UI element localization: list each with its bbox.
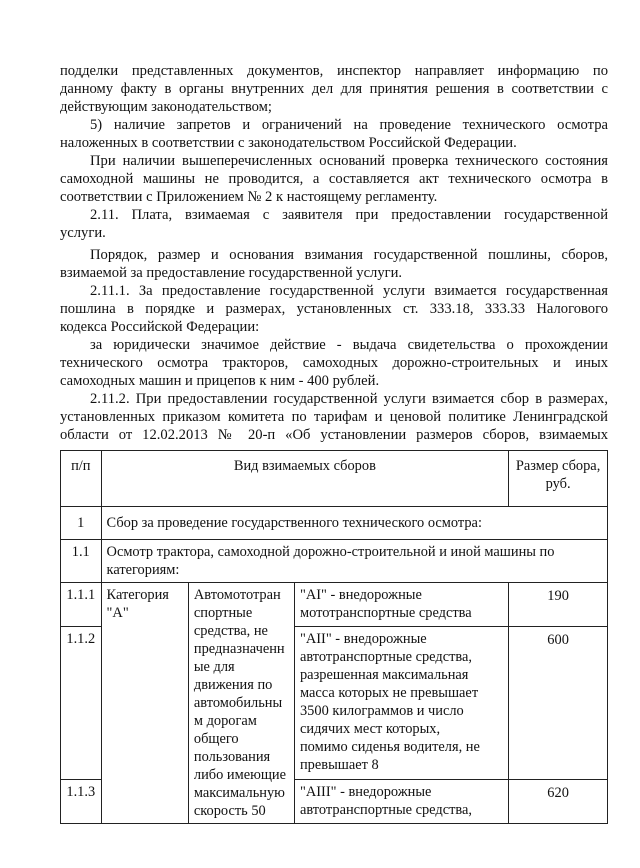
paragraph-line: технического осмотра тракторов, самоходных дорожно-строительных и иных [60, 355, 608, 371]
subcategory-cell [294, 780, 508, 824]
description-line: спортные [193, 605, 253, 621]
row-num: 1.1.3 [61, 780, 102, 824]
subcategory-line: разрешенная максимальная [299, 666, 469, 683]
category-cell [101, 583, 188, 824]
row-num: 1.1 [61, 540, 102, 583]
paragraph-line: 2.11.2. При предоставлении государственной услуги взимается сбор в размерах, [90, 391, 608, 407]
row-num: 1.1.2 [61, 626, 102, 780]
row-text-line: Осмотр трактора, самоходной дорожно-строительной и иной машины по [106, 544, 555, 560]
paragraph-line: подделки представленных документов, инспектор направляет информацию по [60, 63, 608, 79]
fees-table [60, 450, 608, 824]
description-line: скорость 50 [193, 803, 266, 819]
paragraph-line: области от 12.02.2013 № 20-п «Об установлении размеров сборов, взимаемых [60, 427, 608, 443]
description-line: ые для [193, 659, 235, 675]
table-row [61, 507, 608, 540]
table-row [61, 583, 608, 627]
paragraph-line: кодекса Российской Федерации: [60, 319, 260, 335]
header-fee [509, 451, 608, 507]
subcategory-line: 3500 килограммов и число [299, 702, 464, 719]
category-line: Категория [106, 587, 169, 603]
subcategory-line: "AII" - внедорожные [299, 630, 427, 647]
subcategory-line: "AI" - внедорожные [299, 587, 422, 603]
subcategory-line: помимо сиденья водителя, не [299, 738, 480, 755]
description-line: Автомототран [193, 587, 281, 603]
table-row [61, 540, 608, 583]
paragraph-line: за юридически значимое действие - выдача свидетельства о прохождении [90, 337, 608, 353]
fee-value: 600 [509, 626, 608, 780]
subcategory-cell [294, 583, 508, 627]
paragraph-line: пошлина в порядке и размерах, установленных ст. 333.18, 333.33 Налогового [60, 301, 608, 317]
paragraph-line: установленных приказом комитета по тарифам и ценовой политике Ленинградской [60, 409, 608, 425]
row-text: Сбор за проведение государственного технического осмотра: [101, 507, 607, 540]
paragraph-line: соответствии с Приложением № 2 к настоящему регламенту. [60, 189, 438, 205]
row-text [101, 540, 607, 583]
description-line: предназначенн [193, 641, 285, 657]
header-fee-line: Размер сбора, [515, 458, 601, 474]
description-line: либо имеющие [193, 767, 287, 783]
subcategory-line: сидячих мест которых, [299, 720, 441, 737]
paragraph-line: взимаемой за предоставление государственной услуги. [60, 265, 403, 281]
description-cell [188, 583, 294, 824]
description-line: м дорогам [193, 713, 257, 729]
header-fee-line: руб. [545, 476, 571, 492]
section-heading-line: услуги. [60, 225, 106, 241]
paragraph-line: 2.11.1. За предоставление государственной услуги взимается государственная [90, 283, 608, 299]
paragraph-line: самоходных машин и прицепов к ним - 400 рублей. [60, 373, 380, 389]
paragraph-line: действующим законодательством; [60, 99, 272, 115]
subcategory-line: превышает 8 [299, 756, 379, 773]
header-num: п/п [61, 451, 102, 507]
row-text-line: категориям: [106, 562, 180, 578]
category-line: "А" [106, 605, 129, 621]
subcategory-line: автотранспортные средства, [299, 648, 472, 665]
description-line: движения по [193, 677, 273, 693]
subcategory-line: мототранспортные средства [299, 605, 472, 621]
fee-value: 190 [509, 583, 608, 627]
paragraph-line: Порядок, размер и основания взимания государственной пошлины, сборов, [90, 247, 608, 263]
paragraph-line: При наличии вышеперечисленных оснований проверка технического состояния [90, 153, 608, 169]
description-line: общего [193, 731, 239, 747]
fee-value: 620 [509, 780, 608, 824]
subcategory-cell [294, 626, 508, 780]
table-header-row [61, 451, 608, 507]
paragraph-line: 5) наличие запретов и ограничений на проведение технического осмотра [90, 117, 608, 133]
description-line: автомобильны [193, 695, 283, 711]
subcategory-line: автотранспортные средства, [299, 802, 472, 819]
section-heading-line: 2.11. Плата, взимаемая с заявителя при предоставлении государственной [90, 207, 608, 223]
description-line: пользования [193, 749, 271, 765]
paragraph-line: наложенных в соответствии с законодательством Российской Федерации. [60, 135, 517, 151]
paragraph-line: данному факту в органы внутренних дел для принятия решения в соответствии с [60, 81, 608, 97]
row-num: 1.1.1 [61, 583, 102, 627]
paragraph-line: самоходной машины не проводится, а составляется акт технического осмотра в [60, 171, 608, 187]
row-num: 1 [61, 507, 102, 540]
header-name: Вид взимаемых сборов [101, 451, 509, 507]
subcategory-line: масса которых не превышает [299, 684, 479, 701]
subcategory-line: "AIII" - внедорожные [299, 784, 432, 801]
description-line: максимальную [193, 785, 285, 801]
description-line: средства, не [193, 623, 268, 639]
